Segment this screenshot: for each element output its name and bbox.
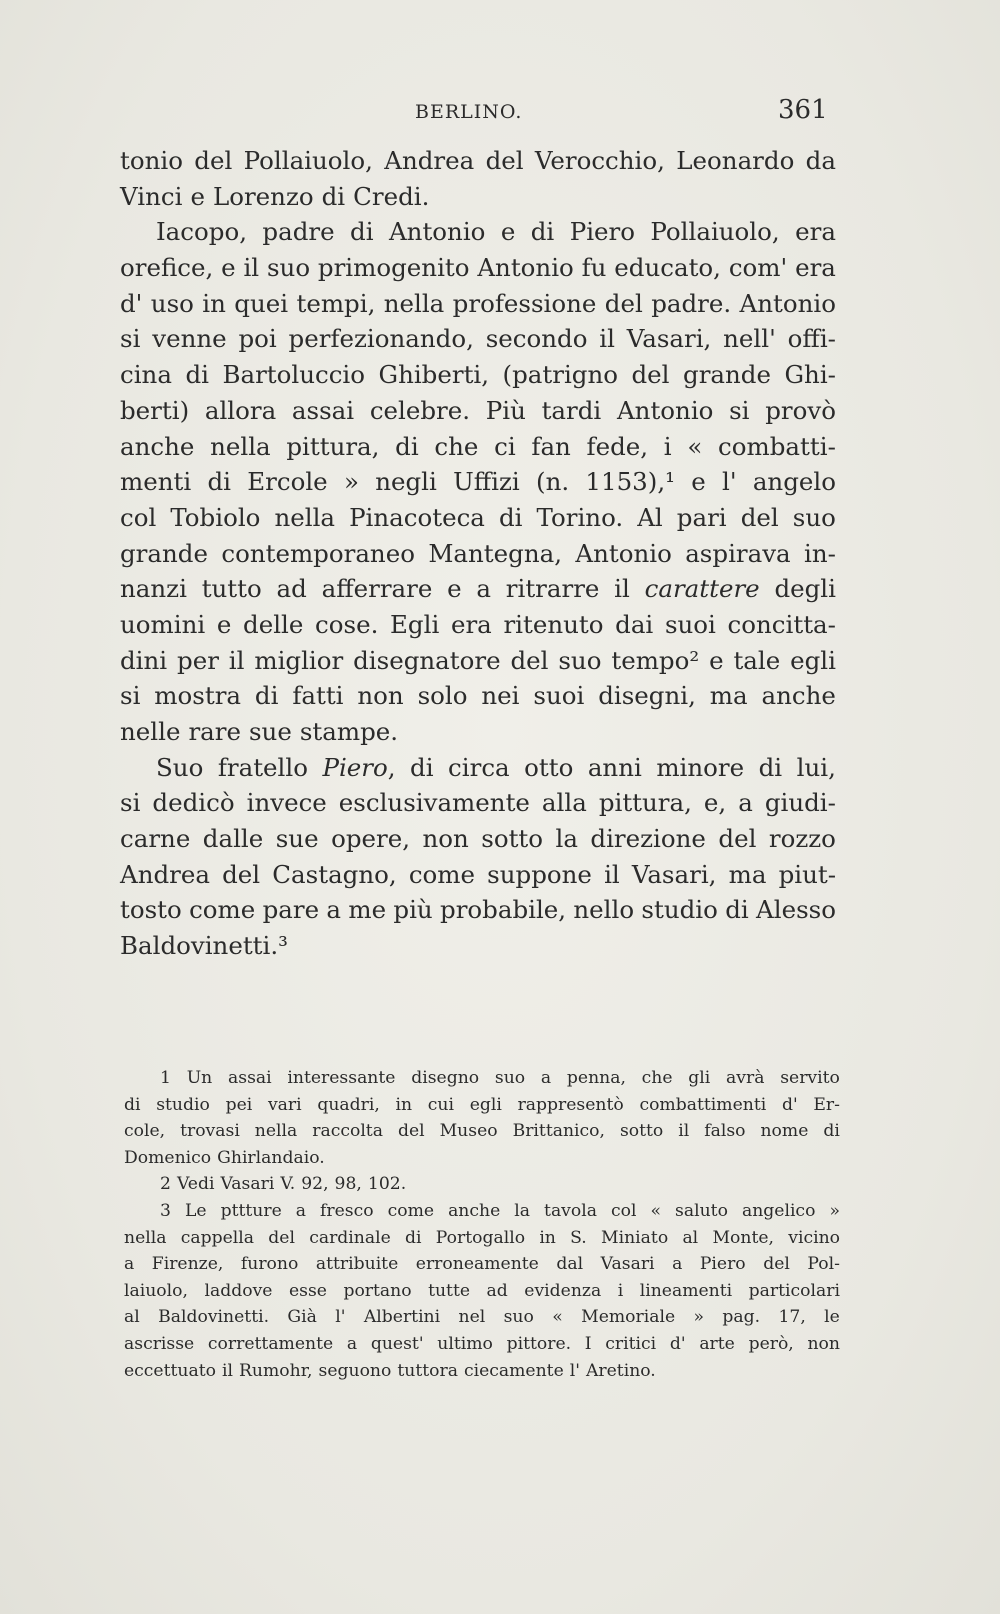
body-line: tosto come pare a me più probabile, nello studio di Alesso bbox=[120, 895, 836, 925]
body-line: si venne poi perfezionando, secondo il Vasari, nell' offi- bbox=[120, 324, 836, 354]
running-title: BERLINO. bbox=[415, 101, 523, 123]
body-line: si mostra di fatti non solo nei suoi disegni, ma anche bbox=[120, 681, 836, 711]
footnote-line: cole, trovasi nella raccolta del Museo Brittanico, sotto il falso nome di bbox=[124, 1121, 840, 1142]
body-line: col Tobiolo nella Pinacoteca di Torino. Al pari del suo bbox=[120, 502, 836, 532]
body-line: Iacopo, padre di Antonio e di Piero Pollaiuolo, era bbox=[156, 217, 836, 247]
footnote-line: eccettuato il Rumohr, seguono tuttora ciecamente l' Aretino. bbox=[124, 1360, 656, 1381]
footnote-line: 3 Le pttture a fresco come anche la tavola col « saluto angelico » bbox=[160, 1200, 840, 1221]
body-line: d' uso in quei tempi, nella professione del padre. Antonio bbox=[120, 288, 836, 318]
footnote-line: 1 Un assai interessante disegno suo a penna, che gli avrà servito bbox=[160, 1068, 840, 1088]
body-line: si dedicò invece esclusivamente alla pittura, e, a giudi- bbox=[120, 788, 836, 818]
footnote-line: al Baldovinetti. Già l' Albertini nel suo « Memoriale » pag. 17, le bbox=[124, 1307, 840, 1328]
body-line: nelle rare sue stampe. bbox=[120, 717, 399, 746]
footnote-line: a Firenze, furono attribuite erroneamente dal Vasari a Piero del Pol- bbox=[124, 1254, 840, 1275]
running-header bbox=[0, 95, 1000, 125]
footnote-line: laiuolo, laddove esse portano tutte ad evidenza i lineamenti particolari bbox=[124, 1280, 840, 1301]
body-line: nanzi tutto ad afferrare e a ritrarre il carattere degli bbox=[120, 574, 836, 604]
footnote-line: di studio pei vari quadri, in cui egli rappresentò combattimenti d' Er- bbox=[124, 1094, 840, 1115]
body-line: anche nella pittura, di che ci fan fede, i « combatti- bbox=[120, 431, 836, 461]
body-line: grande contemporaneo Mantegna, Antonio aspirava in- bbox=[120, 538, 836, 568]
footnote-line: 2 Vedi Vasari V. 92, 98, 102. bbox=[160, 1174, 407, 1195]
body-line: Suo fratello Piero, di circa otto anni minore di lui, bbox=[156, 752, 836, 782]
body-line: dini per il miglior disegnatore del suo tempo² e tale egli bbox=[120, 645, 836, 675]
body-line: cina di Bartoluccio Ghiberti, (patrigno del grande Ghi- bbox=[120, 360, 836, 390]
body-line: uomini e delle cose. Egli era ritenuto dai suoi concitta- bbox=[120, 609, 836, 639]
footnote-line: nella cappella del cardinale di Portogallo in S. Miniato al Monte, vicino bbox=[124, 1227, 840, 1248]
page-number: 361 bbox=[778, 95, 828, 125]
body-line: carne dalle sue opere, non sotto la direzione del rozzo bbox=[120, 824, 836, 854]
body-line: Vinci e Lorenzo di Credi. bbox=[120, 181, 430, 211]
body-line: berti) allora assai celebre. Più tardi Antonio si provò bbox=[120, 395, 836, 425]
body-line: Baldovinetti.³ bbox=[120, 931, 288, 961]
body-line: Andrea del Castagno, come suppone il Vasari, ma piut- bbox=[120, 859, 836, 889]
body-line: orefice, e il suo primogenito Antonio fu educato, com' era bbox=[120, 253, 836, 283]
footnotes bbox=[124, 1065, 840, 1384]
body-line: menti di Ercole » negli Uffizi (n. 1153),¹ e l' angelo bbox=[120, 467, 836, 497]
main-text bbox=[120, 143, 836, 964]
footnote-line: Domenico Ghirlandaio. bbox=[124, 1147, 325, 1168]
footnote-line: ascrisse correttamente a quest' ultimo pittore. I critici d' arte però, non bbox=[124, 1333, 840, 1354]
body-line: tonio del Pollaiuolo, Andrea del Verocchio, Leonardo da bbox=[120, 146, 836, 175]
